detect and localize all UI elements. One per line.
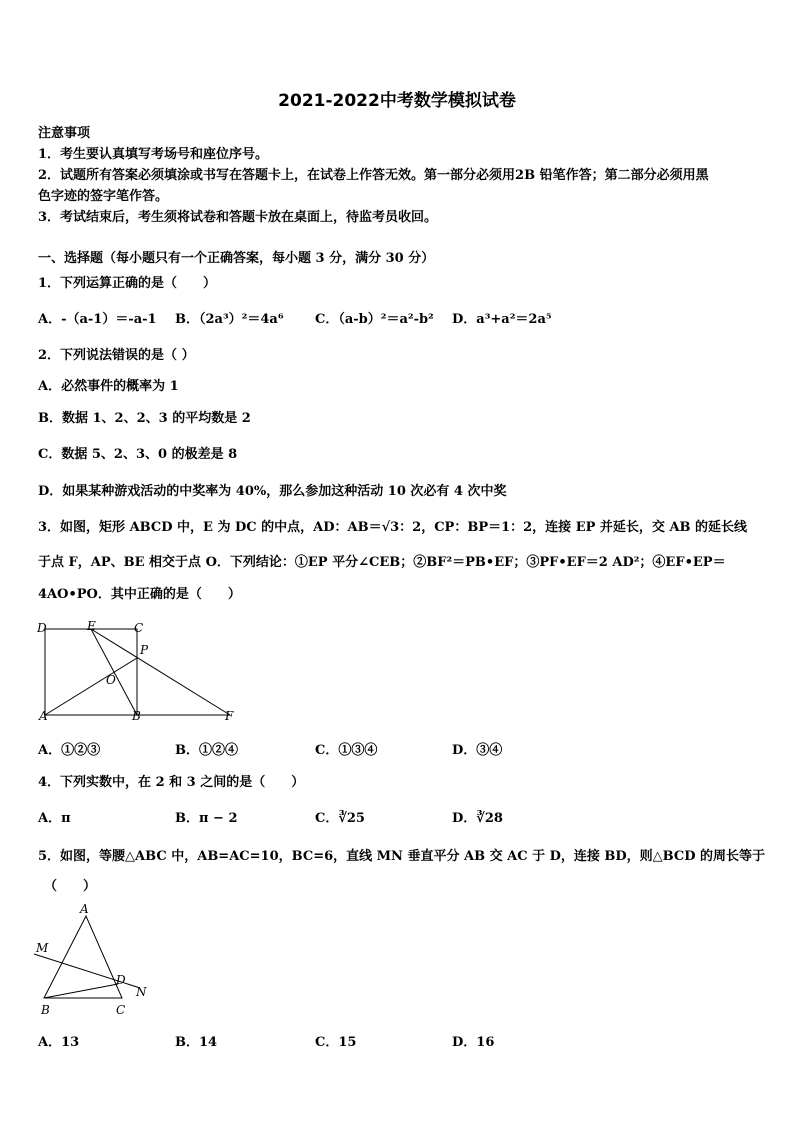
notice-item: 3．考试结束后，考生须将试卷和答题卡放在桌面上，待监考员收回。	[38, 210, 438, 225]
label-d: D	[116, 973, 126, 987]
q4-option-a: A．π	[38, 811, 71, 826]
q3-option-d: D．③④	[452, 743, 503, 758]
notice-item: 1．考生要认真填写考场号和座位序号。	[38, 147, 269, 162]
label-o: O	[106, 673, 116, 687]
q3-option-c: C．①③④	[315, 743, 378, 758]
question-5-stem: 5．如图，等腰△ABC 中，AB=AC=10，BC=6，直线 MN 垂直平分 AB 交 AC 于 D，连接 BD，则△BCD 的周长等于	[38, 849, 766, 864]
notice-heading: 注意事项	[38, 126, 91, 141]
q3-option-a: A．①②③	[38, 743, 101, 758]
triangle-figure	[30, 898, 160, 1020]
q3-option-b: B．①②④	[175, 743, 238, 758]
notice-item: 色字迹的签字笔作答。	[38, 189, 169, 204]
question-3-stem: 3．如图，矩形 ABCD 中，E 为 DC 的中点，AD：AB＝√3：2，CP：BP＝1：2，连接 EP 并延长，交 AB 的延长线	[38, 520, 748, 535]
label-c: C	[116, 1003, 126, 1017]
q2-option-b: B．数据 1、2、2、3 的平均数是 2	[38, 411, 251, 426]
label-d: D	[37, 621, 47, 635]
q2-option-a: A．必然事件的概率为 1	[38, 379, 179, 394]
q1-option-b: B．（2a³）²＝4a⁶	[175, 312, 284, 327]
q4-option-c: C．∛25	[315, 811, 365, 826]
q1-option-c: C．（a-b）²＝a²-b²	[315, 312, 434, 327]
label-b: B	[41, 1003, 50, 1017]
label-m: M	[36, 941, 49, 955]
notice-item: 2．试题所有答案必须填涂或书写在答题卡上，在试卷上作答无效。第一部分必须用2B 铅笔作答；第二部分必须用黑	[38, 168, 709, 183]
q2-option-d: D．如果某种游戏活动的中奖率为 40%，那么参加这种活动 10 次必有 4 次中奖	[38, 484, 507, 499]
q5-option-a: A．13	[38, 1035, 80, 1050]
label-c: C	[134, 621, 144, 635]
question-3-stem: 于点 F，AP、BE 相交于点 O．下列结论：①EP 平分∠CEB；②BF²＝PB•EF；③PF•EF＝2 AD²；④EF•EP＝	[38, 555, 726, 570]
rectangle-figure	[30, 616, 250, 726]
q4-option-b: B．π − 2	[175, 811, 238, 826]
q5-option-b: B．14	[175, 1035, 218, 1050]
section-heading: 一、选择题（每小题只有一个正确答案，每小题 3 分，满分 30 分）	[38, 251, 435, 266]
question-3-stem: 4AO•PO．其中正确的是（ ）	[38, 587, 241, 602]
q5-option-d: D．16	[452, 1035, 495, 1050]
question-5-stem: （ ）	[44, 879, 97, 894]
page-title: 2021-2022中考数学模拟试卷	[278, 91, 516, 111]
label-p: P	[140, 643, 149, 657]
q1-option-d: D．a³+a²＝2a⁵	[452, 312, 552, 327]
label-b: B	[132, 709, 141, 723]
q1-option-a: A．-（a-1）＝-a-1	[38, 312, 157, 327]
label-a: A	[80, 902, 89, 916]
question-2-stem: 2．下列说法错误的是（ ）	[38, 348, 195, 363]
label-n: N	[136, 985, 147, 999]
label-f: F	[225, 709, 234, 723]
question-4-stem: 4．下列实数中，在 2 和 3 之间的是（ ）	[38, 775, 305, 790]
label-e: E	[87, 619, 96, 633]
q2-option-c: C．数据 5、2、3、0 的极差是 8	[38, 447, 238, 462]
label-a: A	[39, 709, 48, 723]
question-1-stem: 1．下列运算正确的是（ ）	[38, 276, 217, 291]
q4-option-d: D．∛28	[452, 811, 503, 826]
q5-option-c: C．15	[315, 1035, 357, 1050]
